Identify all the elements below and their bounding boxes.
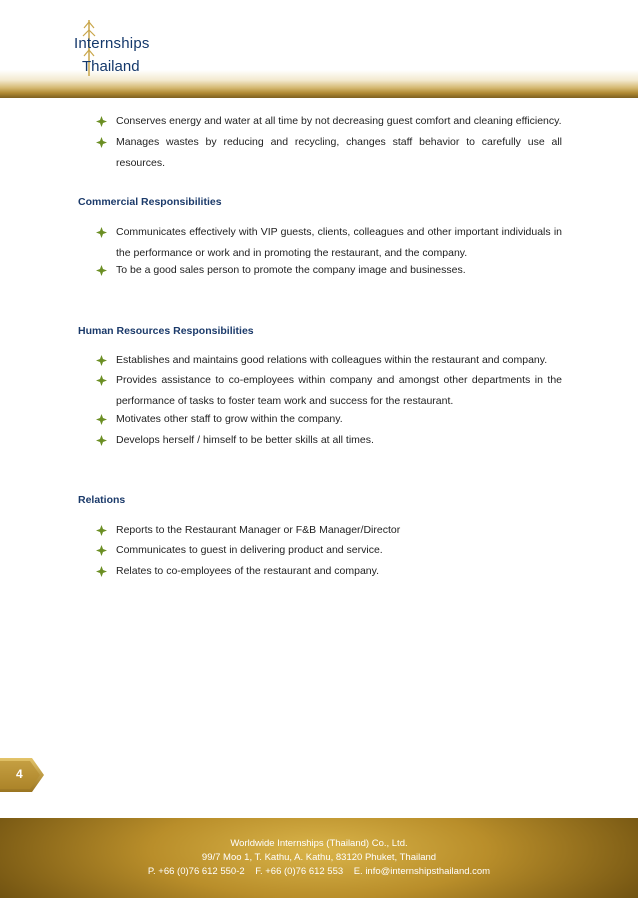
list-item: Relates to co-employees of the restaurant and company. (96, 561, 562, 582)
page-header (0, 0, 638, 98)
diamond-bullet-icon (96, 375, 107, 386)
diamond-bullet-icon (96, 227, 107, 238)
list-item: Develops herself / himself to be better skills at all times. (96, 430, 562, 451)
footer-company: Worldwide Internships (Thailand) Co., Ltd. (230, 838, 408, 849)
list-item: Establishes and maintains good relations with colleagues within the restaurant and company. (96, 350, 562, 371)
list-item: Communicates effectively with VIP guests, clients, colleagues and other important individuals in the performance or work and in promoting the restaurant, and the company. (96, 222, 562, 264)
diamond-bullet-icon (96, 545, 107, 556)
page-number: 4 (16, 767, 23, 781)
section-title-commercial: Commercial Responsibilities (78, 196, 222, 208)
list-item: Provides assistance to co-employees within company and amongst other departments in the performance of tasks to foster team work and success for the restaurant. (96, 370, 562, 412)
diamond-bullet-icon (96, 414, 107, 425)
diamond-bullet-icon (96, 566, 107, 577)
list-item: Conserves energy and water at all time by not decreasing guest comfort and cleaning efficiency. (96, 111, 562, 132)
section-title-relations: Relations (78, 494, 126, 506)
logo-text-thailand: Thailand (82, 58, 140, 75)
list-item: Reports to the Restaurant Manager or F&B Manager/Director (96, 520, 562, 541)
diamond-bullet-icon (96, 435, 107, 446)
logo-text-internships: Internships (74, 35, 150, 52)
section-title-human-resources: Human Resources Responsibilities (78, 325, 254, 337)
list-item: To be a good sales person to promote the company image and businesses. (96, 260, 562, 281)
bottom-strip (0, 898, 638, 903)
diamond-bullet-icon (96, 265, 107, 276)
footer-address: 99/7 Moo 1, T. Kathu, A. Kathu, 83120 Phuket, Thailand (201, 852, 437, 863)
list-item: Communicates to guest in delivering product and service. (96, 540, 562, 561)
list-item: Motivates other staff to grow within the company. (96, 409, 562, 430)
page-footer (0, 818, 638, 898)
list-item: Manages wastes by reducing and recycling, changes staff behavior to carefully use all resources. (96, 132, 562, 174)
diamond-bullet-icon (96, 116, 107, 127)
diamond-bullet-icon (96, 137, 107, 148)
diamond-bullet-icon (96, 525, 107, 536)
footer-contact: P. +66 (0)76 612 550-2 F. +66 (0)76 612 553 E. info@internshipsthailand.com (147, 866, 491, 877)
diamond-bullet-icon (96, 355, 107, 366)
company-logo (74, 18, 164, 78)
